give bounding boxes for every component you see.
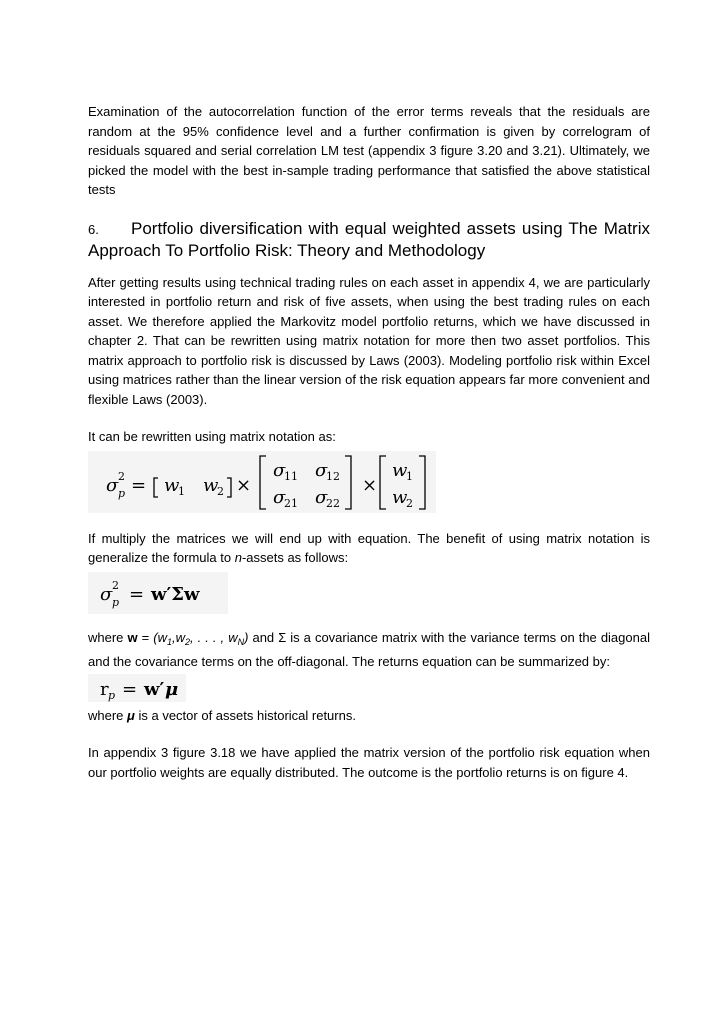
eq1-col-bracket-right [419, 456, 425, 509]
paragraph-appendix: In appendix 3 figure 3.18 we have applied the matrix version of the portfolio risk equation when our portfolio weights are equally distributed. The outcome is the portfolio returns is on figure 4. [88, 745, 650, 780]
eq1-s12: σ [315, 459, 328, 481]
section-heading [88, 218, 650, 261]
eq2-sigma: σ [100, 583, 113, 605]
eq1-cov-bracket-right [345, 456, 351, 509]
eq1-cw1: w [392, 459, 408, 481]
eq1-s12-sub: 12 [326, 469, 340, 483]
equation-returns [88, 674, 186, 702]
cov-sub1: 1 [166, 636, 172, 647]
eq1-equals: = [131, 474, 147, 496]
eq3-mu: μ [165, 678, 179, 700]
eq1-s22: σ [315, 486, 328, 508]
eq1-cw2: w [392, 486, 408, 508]
section-number: 6. [88, 221, 99, 237]
section-title: Portfolio diversification with equal weighted assets using The Matrix Approach To Portfolio Risk: Theory and Methodology [88, 218, 650, 260]
eq2-equals: = [129, 583, 145, 605]
cov-eq: = [137, 629, 154, 645]
mu-where: where [88, 707, 128, 723]
eq1-w1: w [164, 474, 180, 496]
eq3-r: r [100, 678, 109, 700]
eq1-s22-sub: 22 [326, 496, 340, 510]
eq1-w2: w [203, 474, 219, 496]
cov-w2: ,w [171, 629, 185, 645]
eq3-equals: = [122, 678, 138, 700]
eq1-row-bracket-left [154, 478, 158, 497]
eq1-s11-sub: 11 [284, 469, 298, 483]
cov-where: where [88, 629, 128, 645]
eq1-w2-sub: 2 [217, 484, 224, 498]
eq1-s21-sub: 21 [284, 496, 298, 510]
cov-w: w [127, 629, 138, 645]
cov-subN: N [237, 636, 245, 647]
equation-general-svg [88, 572, 228, 614]
document-page [88, 102, 650, 782]
eq1-s11: σ [273, 459, 286, 481]
eq1-cw2-sub: 2 [406, 496, 413, 510]
eq1-w1-sub: 1 [178, 484, 185, 498]
cov-dots: , . . . , w [189, 629, 238, 645]
eq2-rhs: w′Σw [151, 583, 200, 605]
eq1-sigma: σ [106, 474, 119, 496]
paragraph-autocorrelation: Examination of the autocorrelation function of the error terms reveals that the residuals are random at the 95% confidence level and a further confirmation is given by correlogram of residuals squared and serial correlation LM test (appendix 3 figure 3.20 and 3.21). Ultimately, we picked the model with the best in-sample trading performance that satisfied the above statistical tests [88, 104, 650, 197]
equation-matrix-risk [88, 451, 436, 513]
eq1-sup2: 2 [118, 469, 125, 483]
paragraph-mu [88, 706, 650, 726]
paragraph-general-formula [88, 529, 650, 568]
equation-general-risk [88, 572, 228, 614]
paragraph-covariance [88, 628, 650, 672]
paragraph-methodology: After getting results using technical trading rules on each asset in appendix 4, we are particularly interested in portfolio return and risk of five assets, when using the best trading rules on each asset. We therefore applied the Markovitz model portfolio returns, which we have discussed in chapter 2. That can be rewritten using matrix notation for more then two asset portfolios. This matrix approach to portfolio risk is discussed by Laws (2003). Modeling portfolio risk within Excel using matrices rather than the linear version of the risk equation appears far more convenient and flexible Laws (2003). [88, 274, 650, 407]
equation-returns-svg [88, 674, 186, 702]
general-formula-n: n [234, 550, 242, 565]
eq1-cw1-sub: 1 [406, 469, 413, 483]
eq2-sup2: 2 [112, 578, 119, 592]
cov-vec-open: (w [153, 629, 167, 645]
mu-symbol: μ [127, 707, 135, 723]
eq3-subp: p [108, 688, 116, 702]
cov-vec-close: ) [244, 629, 249, 645]
eq1-times-1: × [236, 474, 252, 496]
eq2-subp: p [112, 595, 120, 609]
eq1-col-bracket-left [380, 456, 386, 509]
eq1-times-2: × [362, 474, 378, 496]
cov-rest: and Σ is a covariance matrix with the variance terms on the diagonal and the covariance terms on the off-diagonal. The returns equation can be summarized by: [88, 629, 650, 669]
cov-sub2: 2 [184, 636, 190, 647]
eq3-w: w′ [144, 678, 165, 700]
eq1-s21: σ [273, 486, 286, 508]
equation-matrix-svg [88, 451, 436, 513]
mu-rest: is a vector of assets historical returns. [134, 707, 356, 723]
general-formula-text-b: -assets as follows: [241, 550, 349, 565]
general-formula-text-a: If multiply the matrices we will end up with equation. The benefit of using matrix notation is generalize the formula to [88, 530, 650, 565]
paragraph-matrix-intro: It can be rewritten using matrix notation as: [88, 429, 336, 444]
eq1-row-bracket-right [227, 478, 231, 497]
eq1-subp: p [118, 486, 126, 500]
eq1-cov-bracket-left [260, 456, 266, 509]
